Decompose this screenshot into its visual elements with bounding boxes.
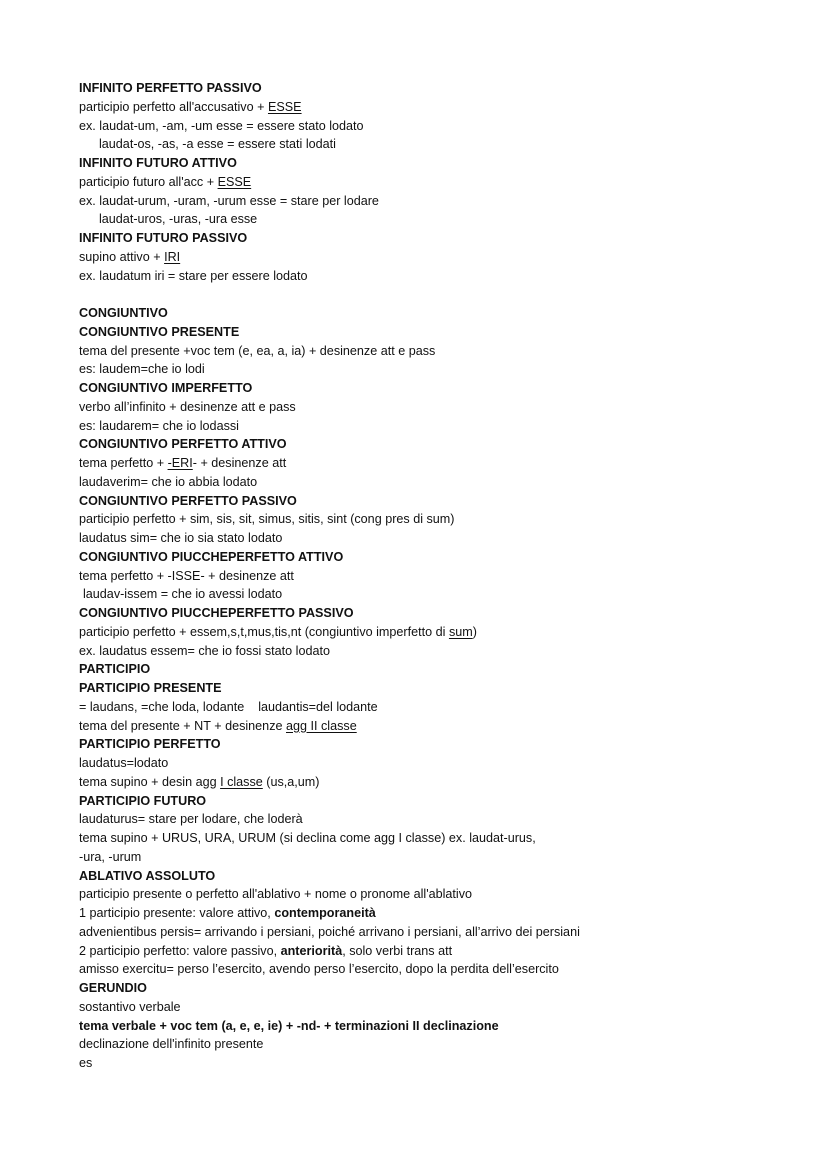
heading-congiuntivo-piuccheperfetto-passivo: CONGIUNTIVO PIUCCHEPERFETTO PASSIVO [79, 606, 354, 620]
text-line-bold: tema verbale + voc tem (a, e, e, ie) + -nd- + terminazioni II declinazione [79, 1018, 499, 1033]
text-line: = laudans, =che loda, lodante laudantis=del lodante [79, 699, 378, 714]
text-line: advenientibus persis= arrivando i persiani, poiché arrivano i persiani, all’arrivo dei persiani [79, 924, 580, 939]
text-line: participio perfetto + essem,s,t,mus,tis,nt (congiuntivo imperfetto di sum) [79, 624, 477, 639]
text-line: es: laudem=che io lodi [79, 362, 205, 377]
text-line: declinazione dell'infinito presente [79, 1037, 264, 1052]
text-line: 2 participio perfetto: valore passivo, anteriorità, solo verbi trans att [79, 943, 453, 958]
text-line: laudaverim= che io abbia lodato [79, 474, 258, 489]
text-line: ex. laudatum iri = stare per essere lodato [79, 268, 308, 283]
heading-infinito-futuro-attivo: INFINITO FUTURO ATTIVO [79, 156, 237, 170]
text-line: laudaturus= stare per lodare, che loderà [79, 812, 303, 827]
text-line: supino attivo + IRI [79, 249, 181, 264]
text-line: tema supino + URUS, URA, URUM (si declina come agg I classe) ex. laudat-urus, [79, 831, 536, 845]
text-line: laudat-os, -as, -a esse = essere stati lodati [99, 137, 336, 152]
text-line: participio perfetto + sim, sis, sit, simus, sitis, sint (cong pres di sum) [79, 512, 455, 527]
document-page [0, 79, 828, 1073]
heading-participio: PARTICIPIO [79, 662, 151, 677]
heading-infinito-perfetto-passivo: INFINITO PERFETTO PASSIVO [79, 81, 262, 95]
text-line: participio perfetto all'accusativo + ESSE [79, 99, 302, 114]
heading-infinito-futuro-passivo: INFINITO FUTURO PASSIVO [79, 231, 248, 245]
heading-congiuntivo-imperfetto: CONGIUNTIVO IMPERFETTO [79, 381, 253, 395]
text-line: es: laudarem= che io lodassi [79, 418, 239, 433]
text-line: 1 participio presente: valore attivo, contemporaneità [79, 906, 376, 920]
text-line: ex. laudatus essem= che io fossi stato lodato [79, 643, 330, 658]
text-line: verbo all’infinito + desinenze att e pass [79, 399, 296, 414]
heading-congiuntivo-presente: CONGIUNTIVO PRESENTE [79, 324, 240, 339]
text-line: ex. laudat-um, -am, -um esse = essere stato lodato [79, 118, 364, 133]
text-line: laudatus=lodato [79, 756, 169, 770]
text-line: participio presente o perfetto all'ablativo + nome o pronome all'ablativo [79, 887, 473, 902]
text-line: laudat-uros, -uras, -ura esse [99, 212, 258, 227]
heading-congiuntivo-piuccheperfetto-attivo: CONGIUNTIVO PIUCCHEPERFETTO ATTIVO [79, 549, 344, 564]
heading-congiuntivo-perfetto-attivo: CONGIUNTIVO PERFETTO ATTIVO [79, 437, 287, 452]
text-line: tema del presente + NT + desinenze agg II classe [79, 718, 357, 733]
text-line: -ura, -urum [79, 849, 142, 864]
text-line: tema perfetto + -ISSE- + desinenze att [79, 568, 294, 583]
text-line: es [79, 1056, 93, 1070]
text-line: tema supino + desin agg I classe (us,a,um) [79, 774, 320, 789]
heading-ablativo-assoluto: ABLATIVO ASSOLUTO [79, 868, 216, 883]
text-line: ex. laudat-urum, -uram, -urum esse = stare per lodare [79, 193, 379, 208]
text-line: laudatus sim= che io sia stato lodato [79, 531, 283, 545]
text-line: amisso exercitu= perso l’esercito, avendo perso l’esercito, dopo la perdita dell’esercito [79, 962, 559, 977]
heading-participio-perfetto: PARTICIPIO PERFETTO [79, 737, 221, 752]
text-line: participio futuro all'acc + ESSE [79, 174, 252, 189]
text-line: tema perfetto + -ERI- + desinenze att [79, 456, 287, 470]
heading-gerundio: GERUNDIO [79, 981, 147, 995]
text-line: sostantivo verbale [79, 999, 181, 1014]
blank-line [0, 285, 828, 304]
text-line: tema del presente +voc tem (e, ea, a, ia) + desinenze att e pass [79, 343, 436, 358]
heading-participio-futuro: PARTICIPIO FUTURO [79, 793, 207, 808]
heading-congiuntivo-perfetto-passivo: CONGIUNTIVO PERFETTO PASSIVO [79, 493, 297, 508]
text-line: laudav-issem = che io avessi lodato [83, 587, 283, 602]
heading-congiuntivo: CONGIUNTIVO [79, 306, 168, 320]
heading-participio-presente: PARTICIPIO PRESENTE [79, 681, 222, 695]
